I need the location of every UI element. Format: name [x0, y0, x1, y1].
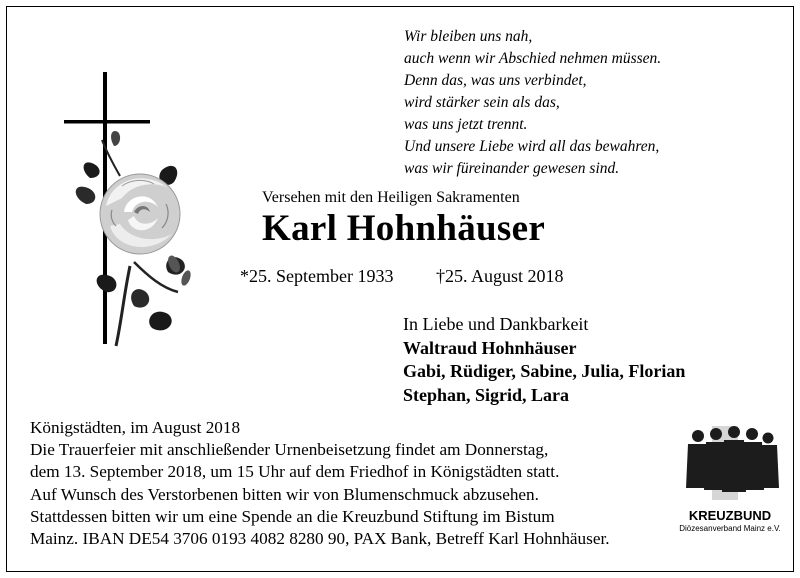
kreuzbund-logo-name: KREUZBUND [688, 508, 772, 523]
mourner-line: Stephan, Sigrid, Lara [403, 384, 570, 405]
mourners-intro: In Liebe und Dankbarkeit [403, 314, 589, 334]
poem-line: wird stärker sein als das, [404, 94, 560, 111]
death-date: †25. August 2018 [436, 266, 564, 286]
mourner-line: Waltraud Hohnhäuser [403, 337, 577, 358]
announcement-line: Mainz. IBAN DE54 3706 0193 4082 8280 90, PAX Bank, Betreff Karl Hohnhäuser. [30, 529, 610, 549]
poem-line: was uns jetzt trennt. [404, 116, 528, 133]
poem-line: Denn das, was uns verbindet, [404, 72, 587, 89]
mourners-block [403, 313, 685, 407]
announcement-line: Stattdessen bitten wir um eine Spende an die Kreuzbund Stiftung im Bistum [30, 506, 555, 526]
kreuzbund-logo-subtitle: Diözesanverband Mainz e.V. [679, 524, 781, 533]
sacraments-line: Versehen mit den Heiligen Sakramenten [262, 189, 520, 206]
poem [404, 26, 661, 180]
deceased-name: Karl Hohnhäuser [262, 208, 546, 249]
poem-line: auch wenn wir Abschied nehmen müssen. [404, 50, 662, 67]
cross-with-rose-icon [50, 66, 210, 356]
announcement-line: Die Trauerfeier mit anschließender Urnenbeisetzung findet am Donnerstag, [30, 440, 549, 460]
announcement-line: Königstädten, im August 2018 [30, 418, 241, 437]
announcement-line: Auf Wunsch des Verstorbenen bitten wir von Blumenschmuck abzusehen. [30, 484, 539, 504]
poem-line: Und unsere Liebe wird all das bewahren, [404, 138, 660, 155]
announcement-line: dem 13. September 2018, um 15 Uhr auf dem Friedhof in Königstädten statt. [30, 462, 560, 482]
kreuzbund-group-icon [668, 418, 790, 518]
mourner-line: Gabi, Rüdiger, Sabine, Julia, Florian [403, 361, 686, 381]
funeral-announcement [30, 417, 610, 550]
poem-line: was wir füreinander gewesen sind. [404, 160, 620, 177]
poem-line: Wir bleiben uns nah, [404, 28, 533, 45]
birth-date: *25. September 1933 [240, 266, 394, 286]
